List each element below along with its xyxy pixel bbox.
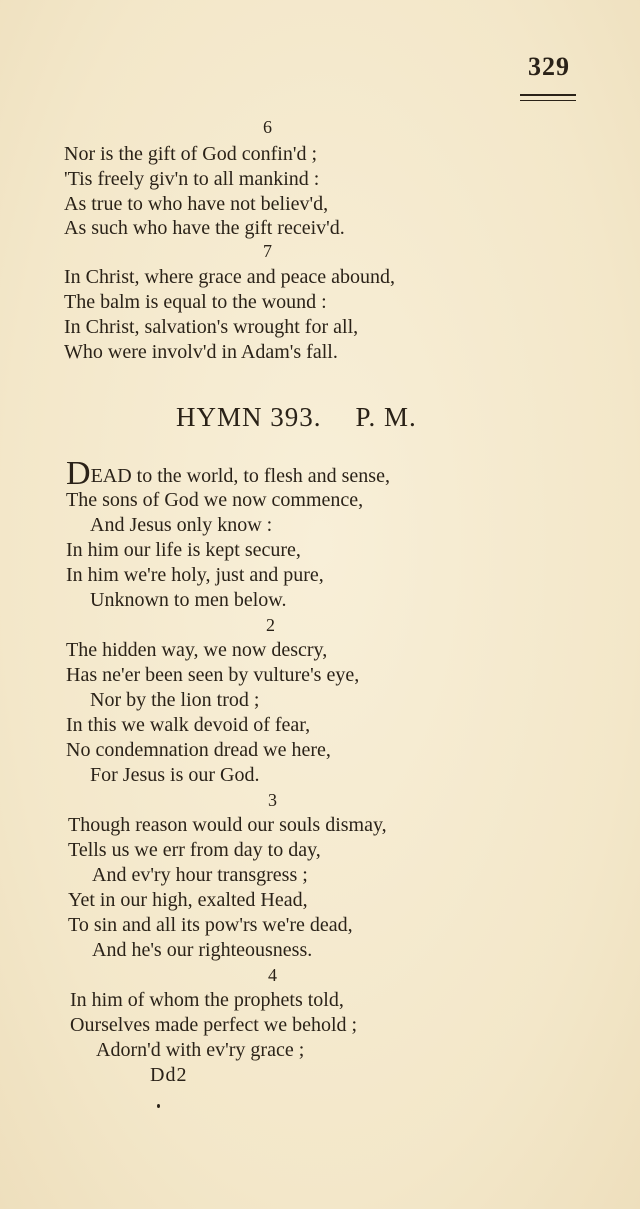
verse-line: As true to who have not believ'd, (64, 193, 329, 215)
hymn-number: HYMN 393. (176, 402, 322, 432)
verse-line: The sons of God we now commence, (66, 489, 364, 511)
stanza-number: 4 (268, 965, 277, 985)
verse-line: No condemnation dread we here, (66, 739, 331, 761)
verse-line: Has ne'er been seen by vulture's eye, (66, 664, 360, 686)
page-number: 329 (528, 52, 570, 81)
stanza-number: 3 (268, 790, 277, 810)
verse-line: In him our life is kept secure, (66, 539, 301, 561)
verse-line: And ev'ry hour transgress ; (92, 864, 308, 886)
verse-line: 'Tis freely giv'n to all mankind : (64, 168, 320, 190)
header-rule (520, 94, 576, 96)
hymn-title (176, 402, 417, 433)
verse-line: Nor is the gift of God confin'd ; (64, 143, 318, 165)
verse-line: Nor by the lion trod ; (90, 689, 260, 711)
verse-line: And he's our righteousness. (92, 939, 313, 961)
verse-line: To sin and all its pow'rs we're dead, (68, 914, 353, 936)
verse-line: Ourselves made perfect we behold ; (70, 1014, 358, 1036)
verse-line: As such who have the gift receiv'd. (64, 217, 345, 239)
verse-line: In Christ, where grace and peace abound, (64, 266, 395, 288)
verse-line: The hidden way, we now descry, (66, 639, 328, 661)
first-word-caps: EAD (90, 465, 132, 487)
verse-line: Though reason would our souls dismay, (68, 814, 387, 836)
verse-line: For Jesus is our God. (90, 764, 260, 786)
stanza-number: 6 (263, 117, 272, 137)
verse-line: In Christ, salvation's wrought for all, (64, 316, 359, 338)
verse-line: In him of whom the prophets told, (70, 989, 344, 1011)
stanza-number: 7 (263, 241, 272, 261)
first-line-rest: to the world, to flesh and sense, (131, 465, 390, 487)
verse-line: In him we're holy, just and pure, (66, 564, 324, 586)
verse-line: Adorn'd with ev'ry grace ; (96, 1039, 305, 1061)
verse-line: In this we walk devoid of fear, (66, 714, 311, 736)
verse-line-first (66, 455, 390, 492)
hymn-meter: P. M. (355, 402, 417, 432)
verse-line: Yet in our high, exalted Head, (68, 889, 308, 911)
verse-line: The balm is equal to the wound : (64, 291, 327, 313)
drop-cap: D (66, 455, 91, 492)
verse-line: And Jesus only know : (90, 514, 273, 536)
ink-speck (157, 1104, 160, 1108)
signature-mark: Dd2 (150, 1064, 188, 1086)
verse-line: Tells us we err from day to day, (68, 839, 321, 861)
header-rule-thin (520, 100, 576, 101)
verse-line: Who were involv'd in Adam's fall. (64, 341, 338, 363)
verse-line: Unknown to men below. (90, 589, 287, 611)
stanza-number: 2 (266, 615, 275, 635)
